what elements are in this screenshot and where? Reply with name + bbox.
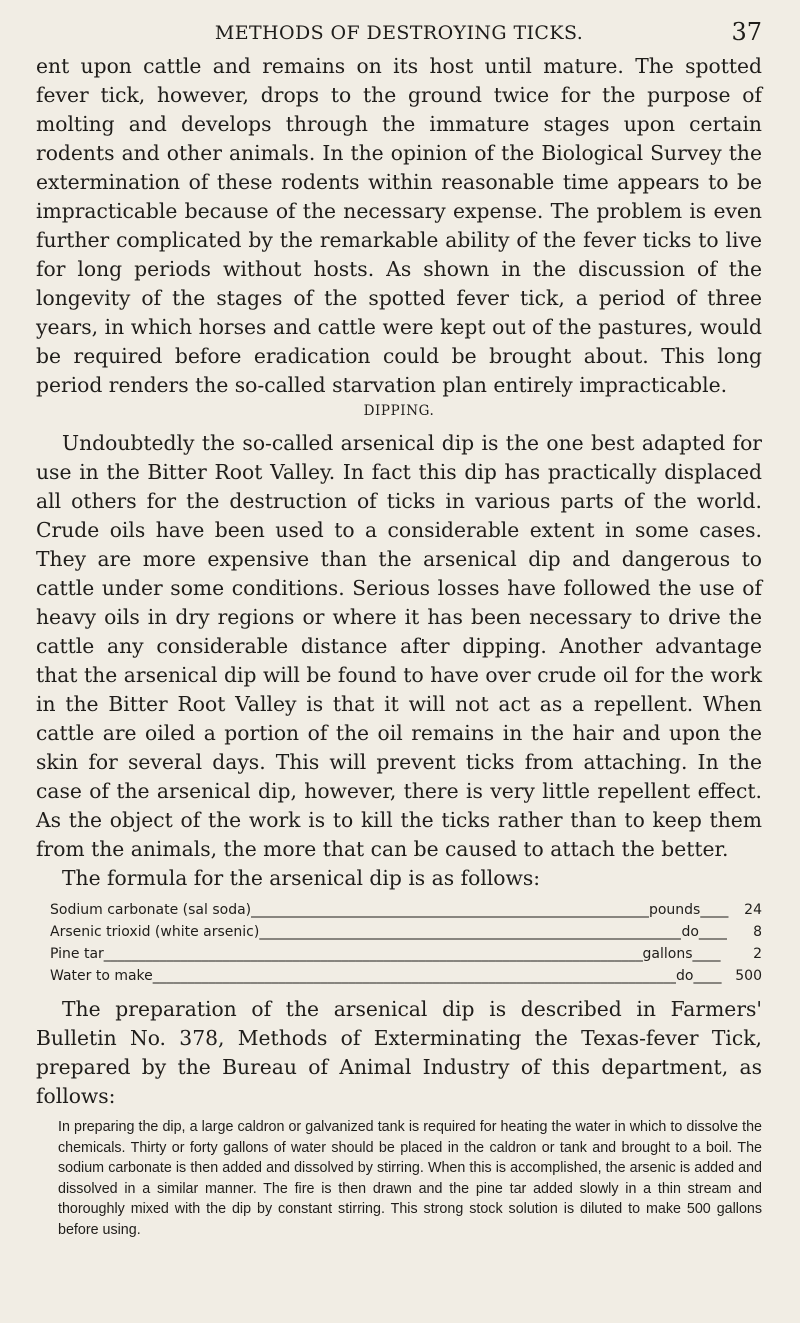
formula-amount: 2 xyxy=(753,946,762,962)
formula-ingredient: Arsenic trioxid (white arsenic) _____ xyxy=(50,921,681,943)
paragraph-continued: ent upon cattle and remains on its host until mature. The spotted fever tick, however, drops to the ground twice for the purpose of molting and develops through the immature stages upon certain rodents and other animals. In the opinion of the Biological Survey the extermination of these rodents within reasonable time appears to be impracticable because of the necessary expense. The problem is even further complicated by the remarkable ability of the fever ticks to live for long periods without hosts. As shown in the discussion of the longevity of the stages of the spotted fever tick, a period of three years, in which horses and cattle were kept out of the pastures, would be required before eradication could be brought about. This long period renders the so-called starvation plan entirely impracticable. xyxy=(36,54,762,397)
formula-unit: pounds ____ xyxy=(649,899,728,921)
formula-unit: do ____ xyxy=(676,965,721,987)
formula-ingredient: Pine tar _____ xyxy=(50,943,643,965)
formula-row xyxy=(50,943,762,965)
running-head: METHODS OF DESTROYING TICKS. xyxy=(214,22,584,44)
paragraph-preparation: The preparation of the arsenical dip is described in Farmers' Bulletin No. 378, Methods of Exterminating the Texas-fever Tick, prepared by the Bureau of Animal Industry of this department, as follows: xyxy=(36,997,762,1108)
formula-amount: 24 xyxy=(744,902,762,918)
formula-amount: 8 xyxy=(753,924,762,940)
paragraph-dipping: Undoubtedly the so-called arsenical dip is the one best adapted for use in the Bitter Root Valley. In fact this dip has practically displaced all others for the destruction of ticks in various parts of the world. Crude oils have been used to a considerable extent in some cases. They are more expensive than the arsenical dip and dangerous to cattle under some conditions. Serious losses have followed the use of heavy oils in dry regions or where it has been necessary to drive the cattle any considerable distance after dipping. Another advantage that the arsenical dip will be found to have over crude oil for the work in the Bitter Root Valley is that it will not act as a repellent. When cattle are oiled a portion of the oil remains in the hair and upon the skin for several days. This will prevent ticks from attaching. In the case of the arsenical dip, however, there is very little repellent effect. As the object of the work is to kill the ticks rather than to keep them from the animals, the more that can be caused to attach the better. xyxy=(36,431,762,861)
block-quotation: In preparing the dip, a large caldron or galvanized tank is required for heating the water in which to dissolve the chemicals. Thirty or forty gallons of water should be placed in the caldron or tank and brought to a boil. The sodium carbonate is then added and dissolved by stirring. When this is accomplished, the arsenic is added and dissolved in a similar manner. The fire is then drawn and the pine tar added slowly in a thin stream and thoroughly mixed with the dip by constant stirring. This strong stock solution is diluted to make 500 gallons before using. xyxy=(58,1119,762,1238)
formula-unit: do ____ xyxy=(681,921,726,943)
paragraph-formula-intro: The formula for the arsenical dip is as follows: xyxy=(62,866,541,890)
page-header xyxy=(36,18,762,52)
page-number: 37 xyxy=(731,18,762,46)
formula-row xyxy=(50,921,762,943)
formula-row xyxy=(50,899,762,921)
formula-row xyxy=(50,965,762,987)
formula-table xyxy=(50,899,762,987)
section-heading: DIPPING. xyxy=(363,403,435,419)
formula-unit: gallons ____ xyxy=(643,943,721,965)
formula-amount: 500 xyxy=(735,968,762,984)
formula-ingredient: Water to make _____ xyxy=(50,965,676,987)
formula-ingredient: Sodium carbonate (sal soda) _____ xyxy=(50,899,649,921)
